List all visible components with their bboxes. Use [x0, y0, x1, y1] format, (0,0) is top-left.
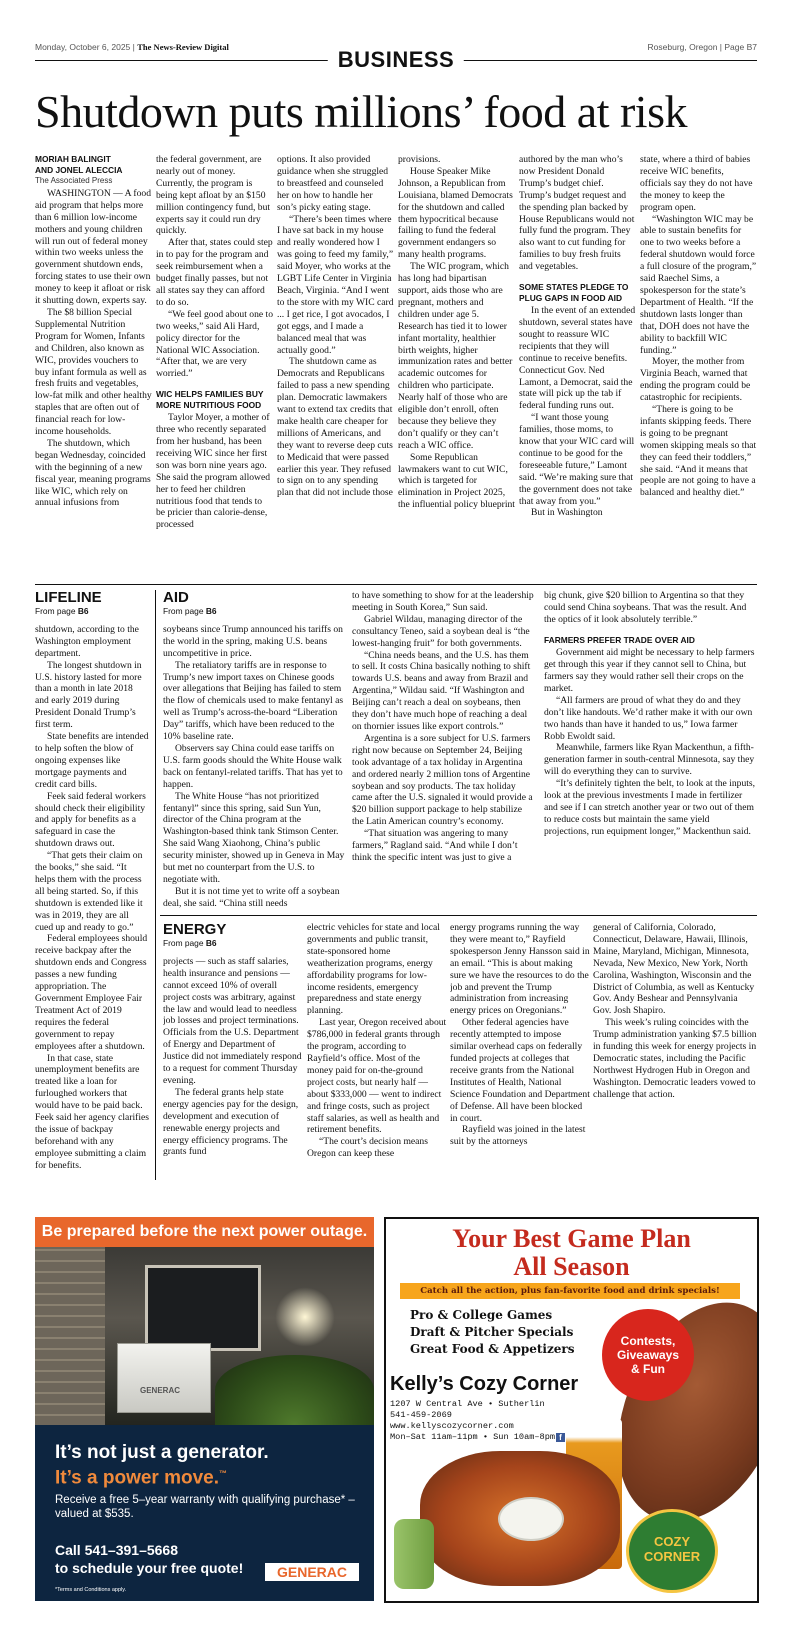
ad-line2: [55, 1463, 227, 1488]
main-story: [35, 154, 757, 584]
paragraph: energy programs running the way they were meant to,” Rayfield spokesperson Jenny Hansson said in an email. “This is about making sure we have the resources to do the job and prevent the Trump administration from increasing energy prices on Oregonians.”: [450, 922, 590, 1017]
lifeline-story: [35, 590, 149, 1180]
paragraph: Gabriel Wildau, managing director of the consultancy Teneo, said a soybean deal is “the lowest-hanging fruit” for both governments.: [352, 613, 530, 649]
paragraph: Moyer, the mother from Virginia Beach, warned that ending the program could be catastrophic for recipients.: [640, 356, 751, 404]
paragraph: The retaliatory tariffs are in response to Trump’s new import taxes on Chinese goods over allegations that Beijing has failed to stem the flow of chemicals used to make fentanyl as well as Trump’s across-the-board “Liberation Day” tariffs, which have been reduced to the 10% baseline rate.: [163, 659, 344, 743]
lifeline-body: [35, 624, 149, 1172]
from-page: B6: [205, 606, 217, 616]
burst-text: Contests, Giveaways & Fun: [616, 1334, 680, 1376]
ad-bullets: [410, 1307, 575, 1358]
paragraph: Argentina is a sore subject for U.S. farmers right now because on September 24, Beijing took advantage of a tax holiday in Argentina and ordered nearly 2 million tons of Argentine soybean and soy products. The tax holiday came after the U.S. signaled it would provide a $20 billion support package to help stabilize the Latin American country’s economy.: [352, 732, 533, 828]
bullet-item: Draft & Pitcher Specials: [410, 1325, 574, 1339]
paragraph: provisions.: [398, 154, 441, 165]
paragraph: state, where a third of babies receive WIC benefits, officials say they do not have the money to keep the program open.: [640, 154, 753, 213]
paragraph: “That gets their claim on the books,” she said. “It helps them with the process all being started. So, if this shutdown is extended like it was in 2019, they are all cued up and ready to go.”: [35, 850, 143, 933]
jump-title: LIFELINE: [35, 590, 102, 606]
paragraph: Observers say China could ease tariffs on U.S. farm goods should the White House walk back on fentanyl-related tariffs. That has yet to happen.: [163, 742, 343, 790]
story-col-body: [398, 154, 515, 511]
ad-phone: Call 541–391–5668: [55, 1542, 178, 1558]
energy-col3-body: [450, 922, 590, 1148]
trademark: ™: [219, 1469, 228, 1478]
bullet-item: Great Food & Appetizers: [410, 1342, 575, 1356]
contests-burst: [602, 1309, 694, 1401]
paragraph: “The court’s decision means Oregon can keep these: [307, 1136, 428, 1160]
paper-name: The News-Review Digital: [137, 42, 229, 52]
paragraph: In that case, state unemployment benefits are treated like a loan for furloughed workers that would have to be paid back. Feek said her agency clarifies the issue of backpay beforehand with any employee submitting a claim for benefits.: [35, 1052, 149, 1171]
house-window: [145, 1265, 261, 1351]
paragraph: “There is going to be infants skipping feeds. There is going to be pregnant women skipping meals so that they can feed their toddlers,” she said. “And it means that people are not going to have a balanced and healthy diet.”: [640, 404, 757, 499]
paragraph: Last year, Oregon received about $786,000 in federal grants through the program, according to Rayfield’s office. Most of the money paid for on-the-ground project costs, but nearly half — about $333,000 — went to indirect and fringe costs, such as project staff salaries, as well as health and retirement benefits.: [307, 1017, 447, 1136]
energy-story: [163, 922, 303, 1178]
paragraph: Feek said federal workers should check their eligibility and apply for benefits as a safeguard in case the shutdown draws out.: [35, 790, 146, 850]
paragraph: The shutdown, which began Wednesday, coincided with the beginning of a new fiscal year, meaning programs like WIC, which rely on annual infusions from: [35, 437, 151, 509]
paragraph: But in Washington: [531, 507, 603, 519]
bullet-item: Pro & College Games: [410, 1308, 553, 1322]
paragraph: WASHINGTON — A food aid program that helps more than 6 million low-income mothers and young children will run out of federal money within two weeks unless the government shutdown ends, forcing states to use their own money to keep it afloat or risk it shutting down, experts say.: [35, 187, 152, 307]
story-column-4: [398, 154, 515, 582]
ad-line1: It’s not just a generator.: [55, 1442, 269, 1463]
section-title: BUSINESS: [328, 47, 464, 73]
paragraph: Other federal agencies have recently attempted to impose similar overhead caps on federally funded projects at colleges that receive grants from the National Institutes of Health, National Science Foundation and Department of Defense. All have been blocked in court.: [450, 1017, 590, 1124]
venue-website[interactable]: www.kellyscozycorner.com: [390, 1421, 514, 1431]
paragraph: The $8 billion Special Supplemental Nutrition Program for Women, Infants and Children, also known as WIC, provides vouchers to buy infant formula as well as fresh fruits and vegetables, low-fat milk and other healthy staples that are often out of financial reach for low-income households.: [35, 306, 152, 438]
paragraph: electric vehicles for state and local governments and public transit, state-sponsored home weatherization programs, energy affordability programs for low-income residents, emergency preparedness and state energy planning.: [307, 922, 440, 1017]
paragraph: shutdown, according to the Washington employment department.: [35, 623, 139, 659]
jump-title: ENERGY: [163, 922, 227, 938]
section-divider: [160, 915, 757, 916]
paragraph: The White House “has not prioritized fentanyl” since this spring, said Sun Yun, director of the China program at the Washington-based think tank Stimson Center. She said Wang Xiaohong, China’s public security minister, showed up in Geneva in May but met no counterpart from the U.S. to negotiate with.: [163, 790, 345, 885]
unit-label: GENERAC: [140, 1386, 181, 1395]
venue-address: 1207 W Central Ave • Sutherlin: [390, 1399, 545, 1409]
venue-phone[interactable]: 541-459-2069: [390, 1410, 452, 1420]
paragraph: Rayfield was joined in the latest suit by the attorneys: [450, 1124, 586, 1148]
paragraph: the federal government, are nearly out of money. Currently, the program is being kept afloat by an $150 million contingency fund, but experts say it could run dry quickly.: [156, 154, 271, 237]
paragraph: “Washington WIC may be able to sustain benefits for one to two weeks before a federal shutdown would force a full closure of the program,” said Raechel Sims, a spokesperson for the state’s Department of Health. “If the shutdown lasts longer than that, DOH does not have the ability to backfill WIC funding.”: [640, 213, 757, 356]
headline: Shutdown puts millions’ food at risk: [35, 86, 687, 137]
energy-story-col3: [450, 922, 590, 1178]
ad-title-line2: All Season: [513, 1252, 630, 1281]
energy-col4-body: [593, 922, 757, 1101]
subhead: FARMERS PREFER TRADE OVER AID: [544, 634, 695, 645]
from-page: B6: [205, 938, 217, 948]
story-column-1: [35, 154, 152, 582]
ad-call-cta: to schedule your free quote!: [55, 1560, 244, 1576]
paragraph: projects — such as staff salaries, health insurance and pensions — cannot exceed 10% of overall project costs was arbitrary, against the law and would lead to needless job losses and project terminations. Officials from the U.S. Department of Energy and Department of Justice did not immediately respond to a request for comment Thursday evening.: [163, 955, 302, 1086]
dip-bowl-image: [498, 1497, 564, 1541]
celery-image: [394, 1519, 434, 1589]
paragraph: State benefits are intended to help soften the blow of ongoing expenses like mortgage payments and credit card bills.: [35, 731, 149, 790]
issue-date: Monday, October 6, 2025: [35, 42, 131, 52]
paragraph: Government aid might be necessary to help farmers get through this year if they cannot sell to China, but farmers say they would rather sell their crops on the market.: [544, 647, 755, 694]
energy-story-col2: [307, 922, 447, 1178]
shrubs: [215, 1355, 374, 1425]
facebook-icon[interactable]: f: [556, 1433, 565, 1442]
from-label: From page: [35, 606, 76, 616]
location-page: Roseburg, Oregon | Page B7: [647, 42, 757, 52]
ad-banner: Be prepared before the next power outage.: [35, 1217, 374, 1247]
paragraph: “We feel good about one to two weeks,” said Ali Hard, policy director for the National WIC Association. “After that, we are very worried.”: [156, 308, 273, 380]
energy-col1-body: [163, 956, 303, 1158]
masthead-date-paper: [35, 42, 229, 52]
paragraph: “That situation was angering to many farmers,” Ragland said. “And while I don’t think the specific intent was just to give a: [352, 828, 518, 863]
story-column-6: [640, 154, 757, 582]
energy-story-col4: [593, 922, 757, 1178]
paragraph: authored by the man who’s now President Donald Trump’s budget chief. Trump’s budget request and the spending plan backed by House Republicans would not fully fund the program. They also want to cut funding for families to buy fresh fruits and vegetables.: [519, 154, 635, 273]
story-col-body: [277, 154, 394, 499]
jump-title: AID: [163, 590, 189, 606]
ad-call[interactable]: [55, 1541, 275, 1577]
generac-ad[interactable]: [35, 1217, 374, 1601]
ad-band: Catch all the action, plus fan-favorite food and drink specials!: [400, 1283, 740, 1299]
paragraph: to have something to show for at the leadership meeting in South Korea,” Sun said.: [352, 590, 534, 613]
ad-offer: Receive a free 5–year warranty with qualifying purchase* – valued at $535.: [55, 1494, 355, 1520]
paragraph: options. It also provided guidance when she struggled to breastfeed and counseled her on how to handle her son’s picky eating stage.: [277, 154, 389, 213]
paragraph: “It’s definitely tighten the belt, to look at the inputs, look at the previous investments I made in fertilizer and see if I can stretch another year or two out of them to reduce costs but maintain the same yield projections, run equipment longer,” Mackenthun said.: [544, 778, 756, 837]
story-col-body: [519, 154, 636, 519]
energy-col2-body: [307, 922, 447, 1160]
jump-from: [35, 606, 149, 618]
paragraph: “I want those young families, those moms, to know that your WIC card will continue to be good for the foreseeable future,” Lamont said. “We’re making sure that the government does not take that away from you.”: [519, 412, 635, 507]
venue-name: Kelly’s Cozy Corner: [390, 1373, 579, 1395]
generator-photo: [35, 1247, 374, 1425]
subhead: WIC HELPS FAMILIES BUY MORE NUTRITIOUS FOOD: [156, 389, 264, 410]
story-col-body: [156, 154, 273, 531]
section-divider: [35, 584, 757, 585]
byline-line: MORIAH BALINGIT: [35, 154, 111, 164]
story-column-2: [156, 154, 273, 582]
byline-line: AND JONEL ALECCIA: [35, 164, 123, 175]
paragraph: Taylor Moyer, a mother of three who recently separated from her husband, has been receiving WIC since her first son was born nine years ago. She said the program allowed her to feed her children nutritious food that tends to be pricier than calorie-dense, processed: [156, 412, 271, 531]
byline: [35, 154, 152, 175]
paragraph: In the event of an extended shutdown, several states have sought to reassure WIC recipients that they will continue to receive benefits. Connecticut Gov. Ned Lamont, a Democrat, said the state will pick up the tab if federal funding runs out.: [519, 305, 636, 412]
paragraph: general of California, Colorado, Connecticut, Delaware, Hawaii, Illinois, Maine, Maryland, Michigan, Minnesota, Nevada, New Mexico, New York, North Carolina, Washington, Wisconsin and the District of Columbia, as well as Kentucky Gov. Andy Beshear and Pennsylvania Gov. Josh Shapiro.: [593, 922, 755, 1017]
paragraph: House Speaker Mike Johnson, a Republican from Louisiana, blamed Democrats for the shutdown and called them hypocritical because failing to fund the federal government endangers so many health programs.: [398, 165, 513, 261]
paragraph: “All farmers are proud of what they do and they don’t like handouts. We’d rather make it with our own two hands than have it handed to us,” Iowa farmer Robb Ewoldt said.: [544, 694, 753, 742]
masthead: [35, 40, 757, 72]
aid-col3-body: [544, 590, 756, 838]
ad-terms: *Terms and Conditions apply.: [55, 1587, 127, 1593]
venue-hours: Mon–Sat 11am–11pm • Sun 10am–8pm: [390, 1432, 556, 1442]
story-column-3: [277, 154, 394, 582]
venue-info: [390, 1399, 555, 1443]
cozy-corner-logo: COZY CORNER: [626, 1509, 718, 1593]
paragraph: The federal grants help state energy agencies pay for the design, development and execution of renewable energy projects and energy efficiency programs. The grants fund: [163, 1086, 299, 1158]
stone-wall: [35, 1247, 105, 1425]
paragraph: soybeans since Trump announced his tariffs on the world in the spring, making U.S. beans uncompetitive in price.: [163, 623, 343, 659]
paragraph: The longest shutdown in U.S. history lasted for more than a month in late 2018 and early 2019 during President Donald Trump’s first term.: [35, 659, 142, 731]
separator: |: [132, 42, 135, 52]
generator-unit: [117, 1343, 211, 1413]
aid-col1-body: [163, 624, 345, 910]
agency: The Associated Press: [35, 176, 113, 185]
paragraph: “There’s been times where I have sat back in my house and really wondered how I was going to feed my family,” said Moyer, who works at the LGBT Life Center in Virginia Beach, Virginia. “And I went to the store with my WIC card ... I get rice, I got avocados, I got eggs, and I made a balanced meal that was actually good.”: [277, 213, 394, 356]
paragraph: After that, states could step in to pay for the program and seek reimbursement when a budget finally passes, but not all states say they can afford to do so.: [156, 237, 273, 308]
paragraph: Federal employees should receive backpay after the shutdown ends and Congress passes a new funding appropriation. The Government Employee Fair Treatment Act of 2019 requires the federal government to repay employees after a shutdown.: [35, 933, 148, 1052]
aid-story-col3: [544, 590, 756, 910]
jump-from: [163, 938, 303, 950]
from-label: From page: [163, 938, 204, 948]
subhead: SOME STATES PLEDGE TO PLUG GAPS IN FOOD AID: [519, 282, 629, 303]
story-column-5: [519, 154, 636, 582]
paragraph: Some Republican lawmakers want to cut WIC, which is targeted for elimination in Project 2025, the influential policy blueprint: [398, 451, 515, 511]
aid-col2-body: [352, 590, 534, 864]
light-glow: [275, 1287, 335, 1347]
from-page: B6: [77, 606, 89, 616]
ad-line2-text: It’s a power move.: [55, 1467, 220, 1489]
story-col-body: [640, 154, 757, 499]
kellys-ad[interactable]: [384, 1217, 759, 1603]
jump-from: [163, 606, 345, 618]
column-divider: [155, 590, 156, 1180]
generac-logo: GENERAC: [265, 1563, 359, 1581]
story-col-body: [35, 188, 152, 509]
paragraph: big chunk, give $20 billion to Argentina so that they could send China soybeans. That was the result. And the optics of it look absolutely terrible.”: [544, 590, 747, 625]
paragraph: This week’s ruling coincides with the Trump administration yanking $7.5 billion in funding this week for energy projects in Democratic states, including the Pacific Northwest Hydrogen Hub in Oregon and Washington. Democratic leaders vowed to challenge that action.: [593, 1017, 757, 1100]
paragraph: But it is not time yet to write off a soybean deal, she said. “China still needs: [163, 885, 340, 909]
aid-story-col2: [352, 590, 534, 910]
paragraph: The WIC program, which has long had bipartisan support, aids those who are pregnant, mothers and children under age 5. Research has tied it to lower infant mortality, healthier birth weights, higher immunization rates and better academic outcomes for children who participate. Nearly half of those who are eligible don’t enroll, often because they believe they don’t qualify or they can’t reach a WIC office.: [398, 261, 513, 451]
ad-title-line1: Your Best Game Plan: [452, 1224, 691, 1253]
paragraph: “China needs beans, and the U.S. has them to sell. It costs China basically nothing to shift towards U.S. beans and away from Brazil and Argentina,” Wildau said. “If Washington and Beijing can’t reach a deal on soybeans, then they don’t have much hope of reaching a deal on thornier issues like export controls.”: [352, 649, 531, 732]
from-label: From page: [163, 606, 204, 616]
aid-story: [163, 590, 345, 910]
paragraph: Meanwhile, farmers like Ryan Mackenthun, a fifth-generation farmer in south-central Minnesota, say they will do everything they can to survive.: [544, 742, 755, 778]
paragraph: The shutdown came as Democrats and Republicans failed to pass a new spending plan. Democratic lawmakers want to extend tax credits that make health care cheaper for millions of Americans, and they want to reverse deep cuts to Medicaid that were passed earlier this year. They refused to sign on to any spending plan that did not include those: [277, 356, 393, 499]
